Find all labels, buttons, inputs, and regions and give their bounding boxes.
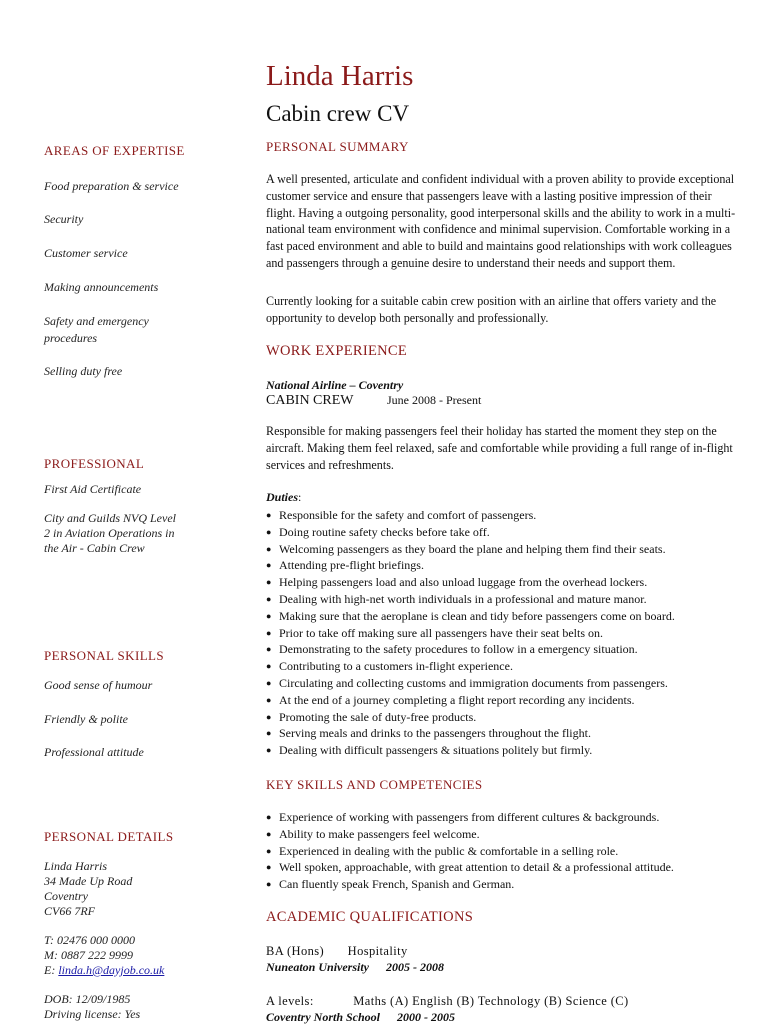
- alevels-grades: Maths (A) English (B) Technology (B) Science (C): [353, 994, 629, 1008]
- details-mobile: M: 0887 222 9999: [44, 948, 133, 962]
- university: Nuneaton University: [266, 960, 370, 974]
- key-skill-item: ● Experience of working with passengers from different cultures & backgrounds.: [266, 809, 674, 826]
- duty-item: ● Contributing to a customers in-flight experience.: [266, 658, 675, 675]
- alevels-row: [266, 994, 629, 1009]
- duty-item: ● Circulating and collecting customs and immigration documents from passengers.: [266, 675, 675, 692]
- summary-paragraph: Currently looking for a suitable cabin crew position with an airline that offers variety and the opportunity to develop both personally and professionally.: [266, 294, 717, 325]
- details-city: Coventry: [44, 889, 88, 903]
- school: Coventry North School: [266, 1010, 381, 1024]
- skill-item: Good sense of humour: [44, 678, 153, 692]
- details-license: Driving license: Yes: [44, 1007, 141, 1021]
- key-skill-item: ● Experienced in dealing with the public & comfortable in a selling role.: [266, 843, 674, 860]
- duty-item: ● Dealing with difficult passengers & situations politely but firmly.: [266, 742, 675, 759]
- expertise-item: Making announcements: [44, 280, 159, 294]
- key-skills-list: [266, 809, 674, 893]
- key-skill-item: ● Ability to make passengers feel welcome.: [266, 826, 674, 843]
- duties-list: [266, 507, 675, 759]
- key-skills-heading: KEY SKILLS AND COMPETENCIES: [266, 777, 483, 792]
- duty-item: ● Serving meals and drinks to the passengers throughout the flight.: [266, 725, 675, 742]
- duty-item: ● Welcoming passengers as they board the plane and helping them find their seats.: [266, 541, 675, 558]
- role-row: [266, 393, 481, 409]
- details-telephone: T: 02476 000 0000: [44, 933, 136, 947]
- skills-heading: PERSONAL SKILLS: [44, 648, 165, 663]
- degree-row: [266, 944, 408, 959]
- degree-subject: Hospitality: [347, 944, 408, 958]
- expertise-item: Security: [44, 212, 84, 226]
- cv-name: Linda Harris: [266, 60, 414, 92]
- details-address: 34 Made Up Road: [44, 874, 133, 888]
- role-dates: June 2008 - Present: [387, 393, 482, 407]
- details-dob: DOB: 12/09/1985: [44, 992, 131, 1006]
- duty-item: ● Demonstrating to the safety procedures to follow in a emergency situation.: [266, 641, 675, 658]
- email-prefix: E:: [44, 963, 59, 977]
- details-email-row: [44, 963, 164, 978]
- summary-heading: PERSONAL SUMMARY: [266, 139, 409, 154]
- cv-subtitle: Cabin crew CV: [266, 101, 410, 126]
- details-postcode: CV66 7RF: [44, 904, 95, 918]
- duty-item: ● Prior to take off making sure all passengers have their seat belts on.: [266, 625, 675, 642]
- duty-item: ● Dealing with high-net worth individuals in a professional and mature manor.: [266, 591, 675, 608]
- role-description: Responsible for making passengers feel their holiday has started the moment they step on the aircraft. Making them feel relaxed, safe and comfortable while providing a full range of in-flight services and refreshments.: [266, 424, 733, 472]
- school-dates: 2000 - 2005: [397, 1010, 456, 1024]
- professional-item: First Aid Certificate: [44, 482, 142, 496]
- summary-paragraph: A well presented, articulate and confident individual with a proven ability to provide exceptional customer service and ensure that passengers leave with a lasting positive impression of their flight. Having a outgoing personality, good interpersonal skills and the ability to work in a multi-national team environment with confidence and minimal supervision. Comfortable working in a fast paced environment and able to build and maintains good relationships with work colleagues and passengers through a genuine desire to understand their needs and support them.: [266, 172, 736, 270]
- key-skill-item: ● Well spoken, approachable, with great attention to detail & a professional attitude.: [266, 859, 674, 876]
- email-link[interactable]: linda.h@dayjob.co.uk: [58, 963, 165, 977]
- duties-label-row: [266, 490, 301, 505]
- university-dates: 2005 - 2008: [386, 960, 445, 974]
- duty-item: ● Doing routine safety checks before take off.: [266, 524, 675, 541]
- duty-item: ● Promoting the sale of duty-free products.: [266, 709, 675, 726]
- professional-item: City and Guilds NVQ Level 2 in Aviation Operations in the Air - Cabin Crew: [44, 511, 176, 555]
- professional-heading: PROFESSIONAL: [44, 456, 145, 471]
- academic-heading: ACADEMIC QUALIFICATIONS: [266, 909, 474, 925]
- duties-label: Duties: [266, 490, 299, 504]
- expertise-item: Customer service: [44, 246, 128, 260]
- duty-item: ● At the end of a journey completing a flight report recording any incidents.: [266, 692, 675, 709]
- university-row: [266, 960, 444, 975]
- duty-item: ● Responsible for the safety and comfort of passengers.: [266, 507, 675, 524]
- degree: BA (Hons): [266, 944, 325, 958]
- role-title: CABIN CREW: [266, 393, 354, 408]
- key-skill-item: ● Can fluently speak French, Spanish and German.: [266, 876, 674, 893]
- skill-item: Professional attitude: [44, 745, 144, 759]
- expertise-item: Selling duty free: [44, 364, 123, 378]
- expertise-item: Food preparation & service: [44, 179, 179, 193]
- alevels-label: A levels:: [266, 994, 314, 1008]
- school-row: [266, 1010, 455, 1025]
- duty-item: ● Making sure that the aeroplane is clean and tidy before passengers come on board.: [266, 608, 675, 625]
- duty-item: ● Helping passengers load and also unload luggage from the overhead lockers.: [266, 574, 675, 591]
- details-heading: PERSONAL DETAILS: [44, 829, 174, 844]
- duties-colon: :: [298, 490, 302, 504]
- details-name: Linda Harris: [44, 859, 108, 873]
- expertise-heading: AREAS OF EXPERTISE: [44, 143, 185, 158]
- skill-item: Friendly & polite: [44, 712, 128, 726]
- expertise-item: Safety and emergency procedures: [44, 314, 149, 345]
- work-heading: WORK EXPERIENCE: [266, 343, 408, 359]
- duty-item: ● Attending pre-flight briefings.: [266, 557, 675, 574]
- employer: National Airline – Coventry: [266, 378, 404, 392]
